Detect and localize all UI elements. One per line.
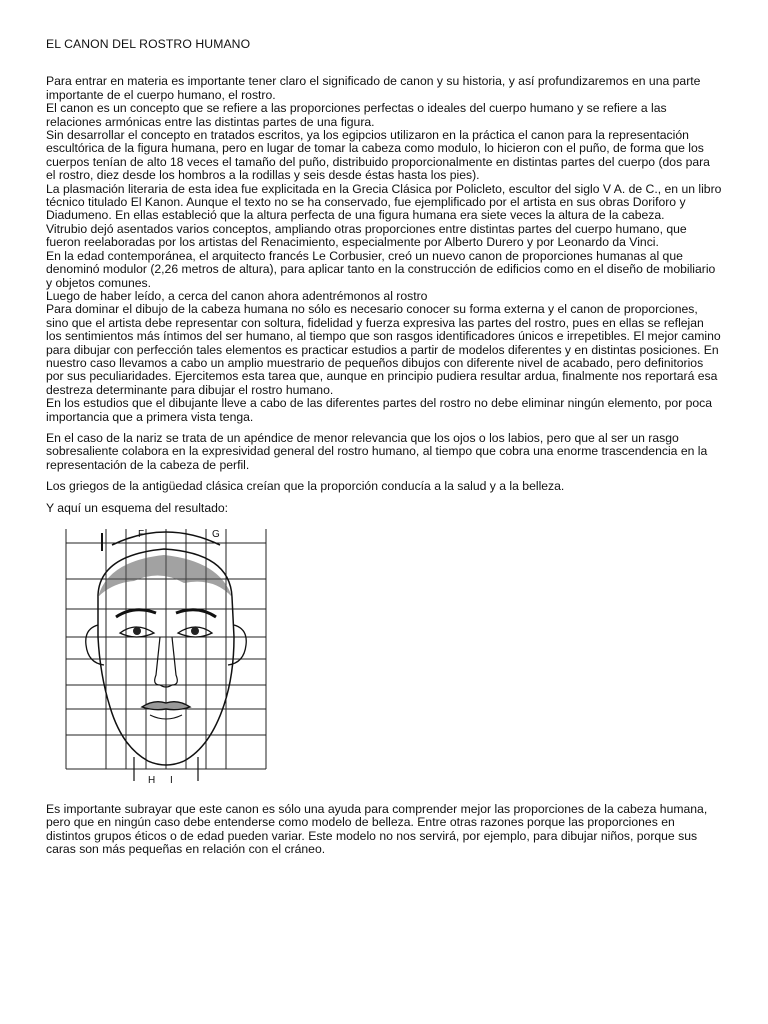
intro-line: Para dominar el dibujo de la cabeza humana no sólo es necesario conocer su forma externa y el canon de proporciones, sino que el artista debe representar con soltura, fidelidad y fuerza expresiva las partes del rostro, pues en ellas se reflejan los sentimientos más íntimos del ser humano, al tiempo que son rasgos identificadores únicos e irrepetibles. El mejor camino para dibujar con perfección tales elementos es practicar estudios a partir de modelos diferentes y en distintas posiciones. En nuestro caso llevamos a cabo un amplio muestrario de pequeños dibujos con diferente nivel de acabado, pero definitorios por sus peculiaridades. Ejercitemos esta tarea que, aunque en principio pudiera resultar ardua, finalmente nos reportará esa destreza determinante para dibujar el rostro humano. xyxy=(46,302,721,397)
intro-line: Luego de haber leído, a cerca del canon ahora adentrémonos al rostro xyxy=(46,288,428,303)
intro-line: La plasmación literaria de esta idea fue explicitada en la Grecia Clásica por Policleto, escultor del siglo V A. de C., en un libro técnico titulado El Kanon. Aunque el texto no se ha conservado, fue ejemplificado por el artista en sus obras Doriforo y Diadumeno. En ellas estableció que la altura perfecta de una figura humana era siete veces la altura de la cabeza. xyxy=(46,181,722,223)
intro-line: Sin desarrollar el concepto en tratados escritos, ya los egipcios utilizaron en la práctica el canon para la representación escultórica de la figura humana, pero en lugar de tomar la cabeza como modulo, lo hicieron con el puño, de forma que los cuerpos tenían de alto 18 veces el tamaño del puño, distribuido proporcionalmente en distintas partes del cuerpo (dos para el rostro, diez desde los hombros a la rodillas y seis desde éstas hasta los pies). xyxy=(46,128,710,183)
label-h: H xyxy=(148,775,156,786)
label-i: I xyxy=(170,775,173,786)
paragraph: Los griegos de la antigüedad clásica creían que la proporción conducía a la salud y a la belleza. xyxy=(46,479,565,494)
closing-paragraph: Es importante subrayar que este canon es sólo una ayuda para comprender mejor las proporciones de la cabeza humana, pero que en ningún caso debe entenderse como modelo de belleza. Entre otras razones porque las proporciones en distintos grupos éticos o de edad pueden variar. Este modelo no nos servirá, por ejemplo, para dibujar niños, porque sus caras son más pequeñas en relación con el cráneo. xyxy=(46,802,708,857)
label-f: F xyxy=(138,529,145,540)
left-brow xyxy=(116,610,156,617)
paragraph: Y aquí un esquema del resultado: xyxy=(46,500,229,515)
paragraph: En el caso de la nariz se trata de un apéndice de menor relevancia que los ojos o los labios, pero que al ser un rasgo sobresaliente colabora en la expresividad general del rostro humano, al tiempo que cobra una enorme trascendencia en la representación de la cabeza de perfil. xyxy=(46,430,708,472)
right-brow xyxy=(176,610,216,617)
document-title: EL CANON DEL ROSTRO HUMANO xyxy=(46,37,251,51)
face-diagram-svg xyxy=(64,525,274,787)
face-proportion-diagram xyxy=(64,525,274,787)
right-pupil xyxy=(191,627,199,635)
intro-line: En la edad contemporánea, el arquitecto francés Le Corbusier, creó un nuevo canon de proporciones humanas al que denominó modulor (2,26 metros de altura), para aplicar tanto en la construcción de edificios como en el diseño de mobiliario y objetos comunes. xyxy=(46,248,716,290)
intro-line: Vitrubio dejó asentados varios conceptos, ampliando otras proporciones entre distintas partes del cuerpo humano, que fueron reelaboradas por los artistas del Renacimiento, especialmente por Alberto Durero y por Leonardo da Vinci. xyxy=(46,221,687,250)
mouth xyxy=(142,702,190,710)
document-page xyxy=(46,38,722,869)
intro-line: Para entrar en materia es importante tener claro el significado de canon y su historia, y así profundizaremos en una parte importante de el cuerpo humano, el rostro. xyxy=(46,74,701,102)
left-pupil xyxy=(133,627,141,635)
paragraph: En los estudios que el dibujante lleve a cabo de las diferentes partes del rostro no debe eliminar ningún elemento, por poca importancia que a primera vista tenga. xyxy=(46,396,712,424)
intro-block xyxy=(46,75,722,397)
label-g: G xyxy=(212,529,220,540)
intro-line: El canon es un concepto que se refiere a las proporciones perfectas o ideales del cuerpo humano y se refiere a las relaciones armónicas entre las distintas partes de una figura. xyxy=(46,101,667,129)
